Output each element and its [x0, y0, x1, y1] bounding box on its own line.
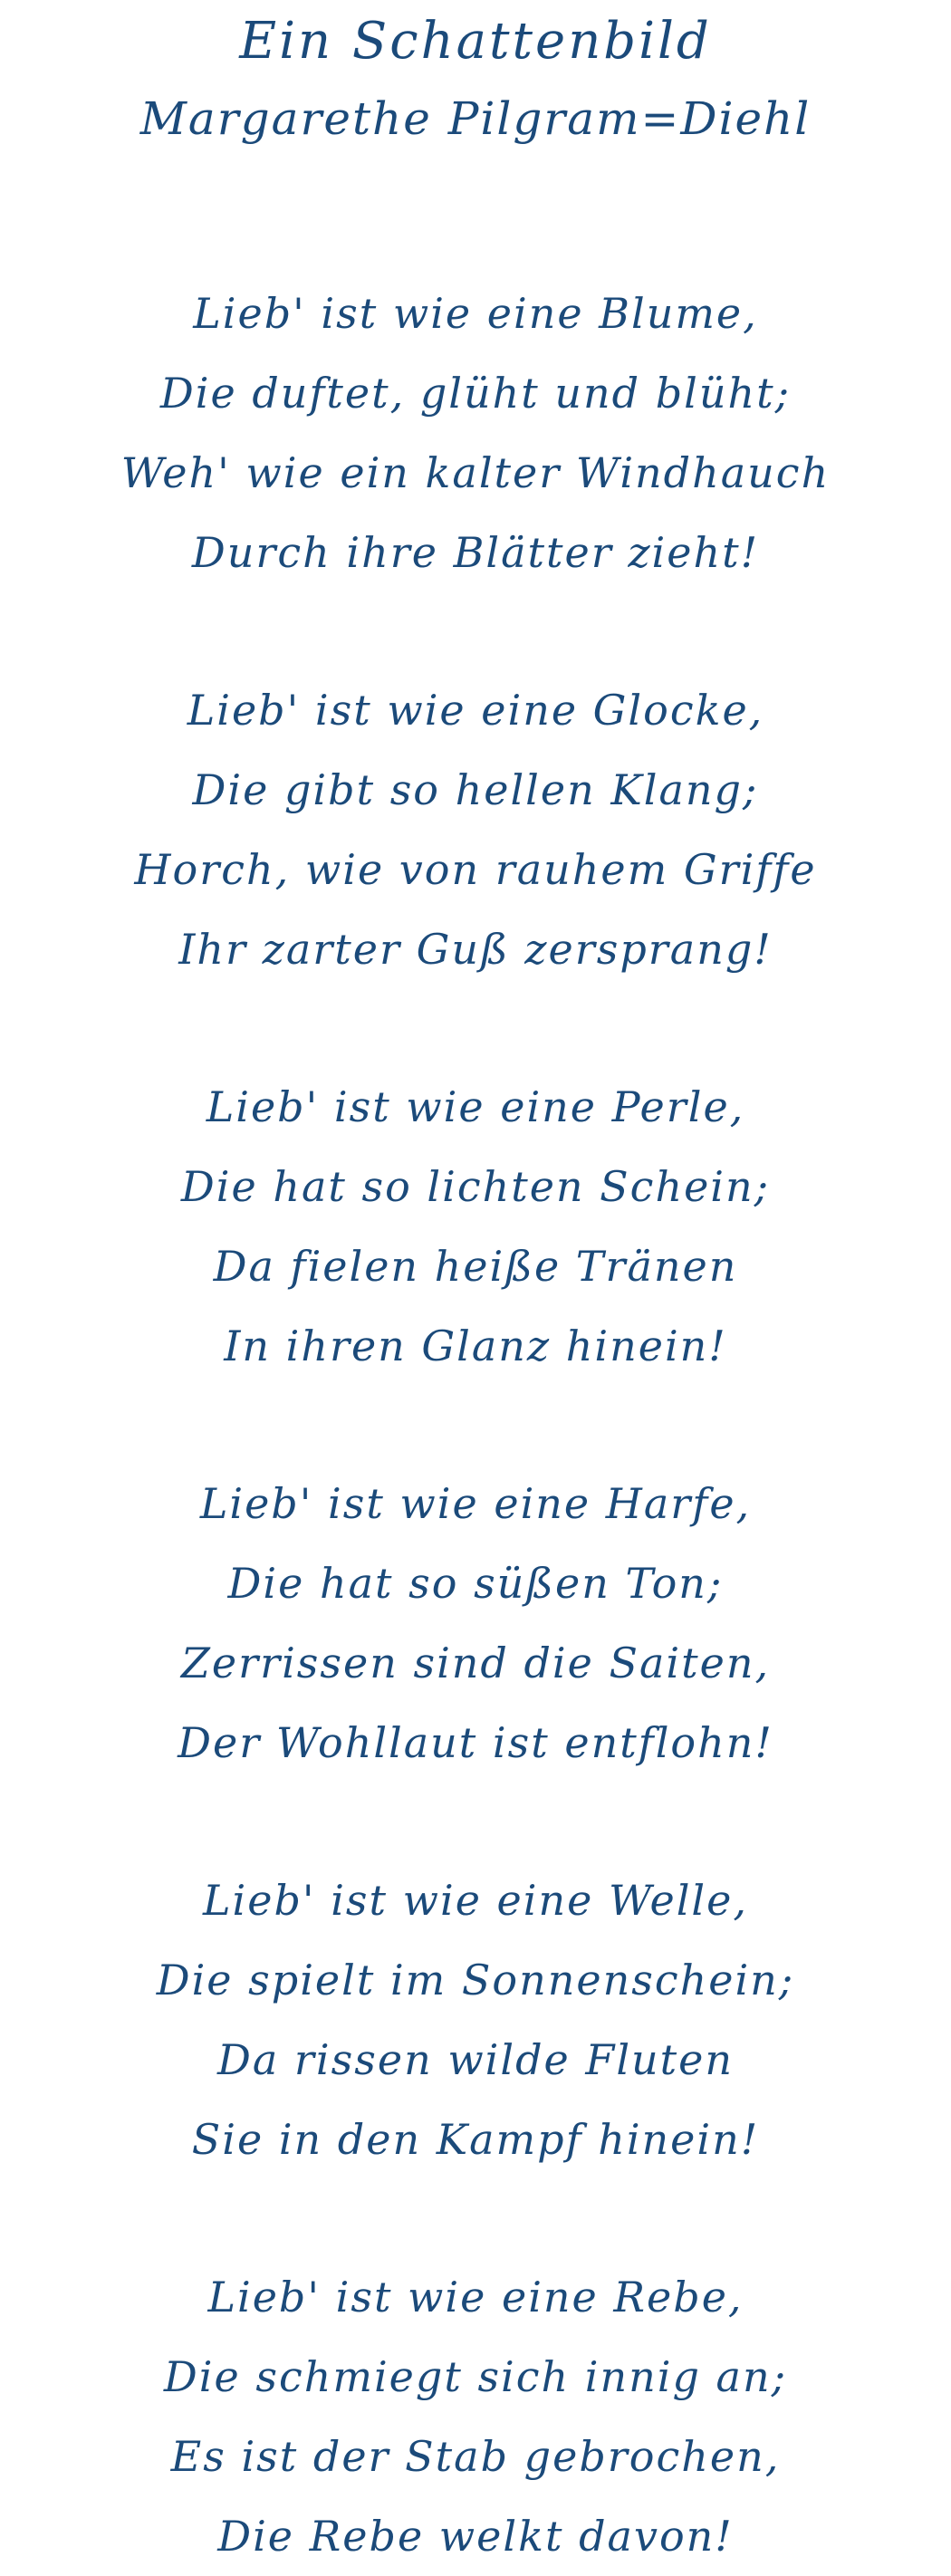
poem-line: Lieb' ist wie eine Perle, [206, 1082, 745, 1131]
poem-line: Die schmiegt sich innig an; [163, 2352, 788, 2401]
poem-line: Da rissen wilde Fluten [217, 2035, 734, 2084]
stanza [0, 2257, 951, 2576]
poem-line: Horch, wie von rauhem Griffe [134, 845, 817, 894]
stanza [0, 1464, 951, 1783]
poem-line: Sie in den Kampf hinein! [191, 2115, 760, 2164]
poem-line: Die gibt so hellen Klang; [192, 765, 759, 814]
stanza [0, 1860, 951, 2179]
poem-line: Lieb' ist wie eine Blume, [193, 289, 758, 338]
poem-line: Ihr zarter Guß zersprang! [178, 925, 773, 974]
poem-line: Durch ihre Blätter zieht! [191, 528, 760, 577]
poem-line: Da fielen heiße Tränen [213, 1242, 738, 1291]
poem-author: Margarethe Pilgram=Diehl [139, 92, 812, 145]
poem-line: In ihren Glanz hinein! [224, 1322, 727, 1370]
poem-line: Die spielt im Sonnenschein; [156, 1956, 795, 2004]
poem-line: Der Wohllaut ist entflohn! [178, 1718, 773, 1767]
poem-line: Lieb' ist wie eine Glocke, [187, 686, 764, 735]
stanza [0, 670, 951, 989]
poem-line: Die hat so lichten Schein; [180, 1162, 771, 1211]
poem-line: Lieb' ist wie eine Welle, [203, 1876, 748, 1925]
poem-line: Zerrissen sind die Saiten, [180, 1639, 771, 1687]
stanza [0, 274, 951, 592]
poem-line: Weh' wie ein kalter Windhauch [120, 448, 831, 497]
poem-line: Die hat so süßen Ton; [227, 1559, 724, 1608]
poem-line: Die Rebe welkt davon! [217, 2512, 734, 2561]
stanza [0, 1067, 951, 1386]
poem-title: Ein Schattenbild [239, 12, 712, 71]
poem-line: Lieb' ist wie eine Rebe, [207, 2273, 744, 2321]
poem-line: Lieb' ist wie eine Harfe, [199, 1479, 752, 1528]
poem-line: Die duftet, glüht und blüht; [159, 369, 792, 418]
poem-line: Es ist der Stab gebrochen, [170, 2432, 781, 2481]
